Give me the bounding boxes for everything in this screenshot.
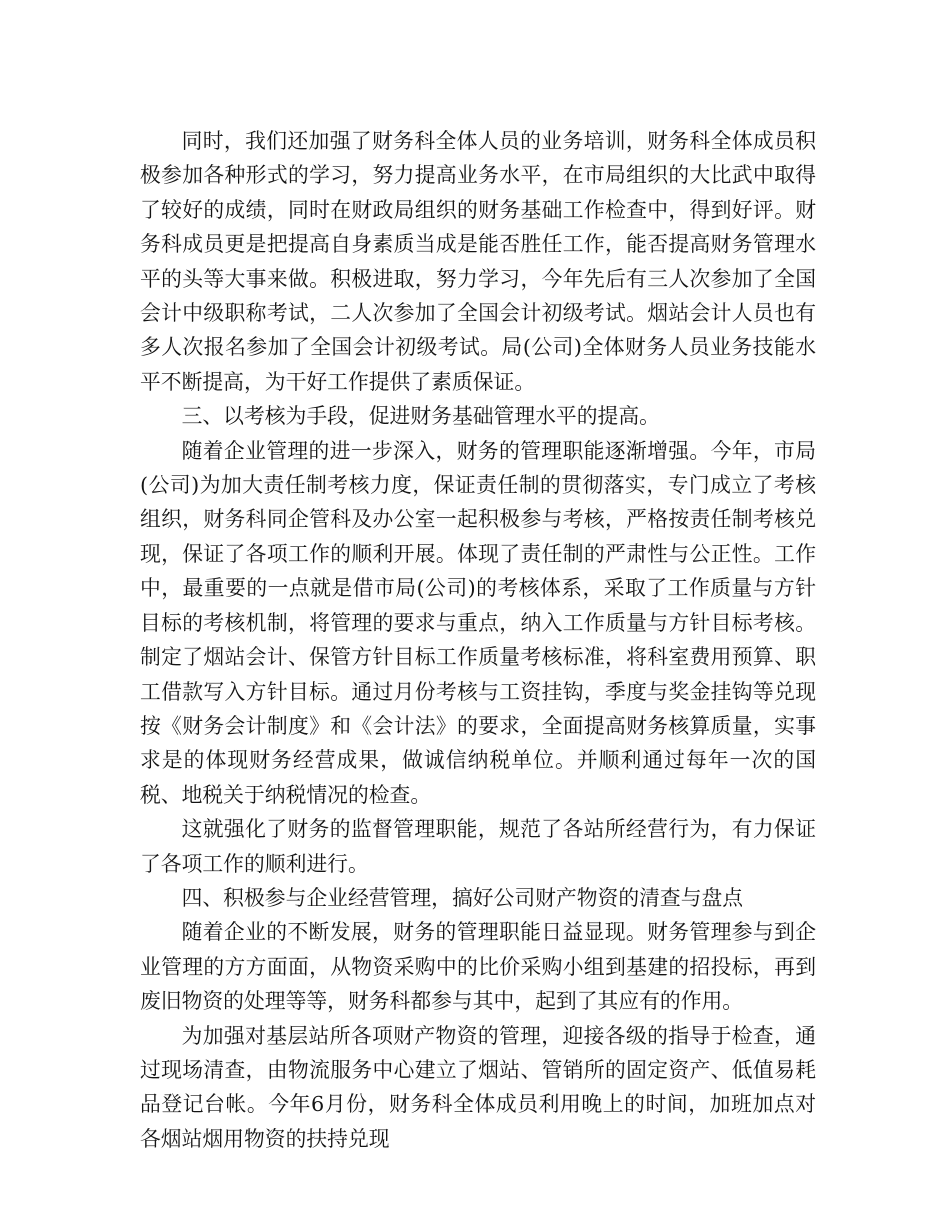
paragraph-assessment: 随着企业管理的进一步深入，财务的管理职能逐渐增强。今年，市局(公司)为加大责任制考核力度，保证责任制的贯彻落实，专门成立了考核组织，财务科同企管科及办公室一起积极参与考核，严格按责任制考核兑现，保证了各项工作的顺利开展。体现了责任制的严肃性与公正性。工作中，最重要的一点就是借市局(公司)的考核体系，采取了工作质量与方针目标的考核机制，将管理的要求与重点，纳入工作质量与方针目标考核。制定了烟站会计、保管方针目标工作质量考核标准，将科室费用预算、职工借款写入方针目标。通过月份考核与工资挂钩，季度与奖金挂钩等兑现按《财务会计制度》和《会计法》的要求，全面提高财务核算质量，实事求是的体现财务经营成果，做诚信纳税单位。并顺利通过每年一次的国税、地税关于纳税情况的检查。 — [140, 438, 816, 807]
paragraph-supervision: 这就强化了财务的监督管理职能，规范了各站所经营行为，有力保证了各项工作的顺利进行。 — [140, 817, 816, 876]
heading-section-three: 三、以考核为手段，促进财务基础管理水平的提高。 — [181, 404, 660, 429]
document-body — [140, 124, 816, 1156]
heading-section-four: 四、积极参与企业经营管理，搞好公司财产物资的清查与盘点 — [181, 885, 744, 910]
paragraph-management: 随着企业的不断发展，财务的管理职能日益显现。财务管理参与到企业管理的方方面面，从物资采购中的比价采购小组到基建的招投标，再到废旧物资的处理等等，财务科都参与其中，起到了其应有的作用。 — [140, 920, 816, 1014]
paragraph-inventory: 为加强对基层站所各项财产物资的管理，迎接各级的指导于检查，通过现场清查，由物流服务中心建立了烟站、管销所的固定资产、低值易耗品登记台帐。今年6月份，财务科全体成员利用晚上的时间，加班加点对各烟站烟用物资的扶持兑现 — [140, 1023, 816, 1151]
paragraph-training: 同时，我们还加强了财务科全体人员的业务培训，财务科全体成员积极参加各种形式的学习，努力提高业务水平，在市局组织的大比武中取得了较好的成绩，同时在财政局组织的财务基础工作检查中，得到好评。财务科成员更是把提高自身素质当成是能否胜任工作，能否提高财务管理水平的头等大事来做。积极进取，努力学习，今年先后有三人次参加了全国会计中级职称考试，二人次参加了全国会计初级考试。烟站会计人员也有多人次报名参加了全国会计初级考试。局(公司)全体财务人员业务技能水平不断提高，为干好工作提供了素质保证。 — [140, 129, 816, 394]
